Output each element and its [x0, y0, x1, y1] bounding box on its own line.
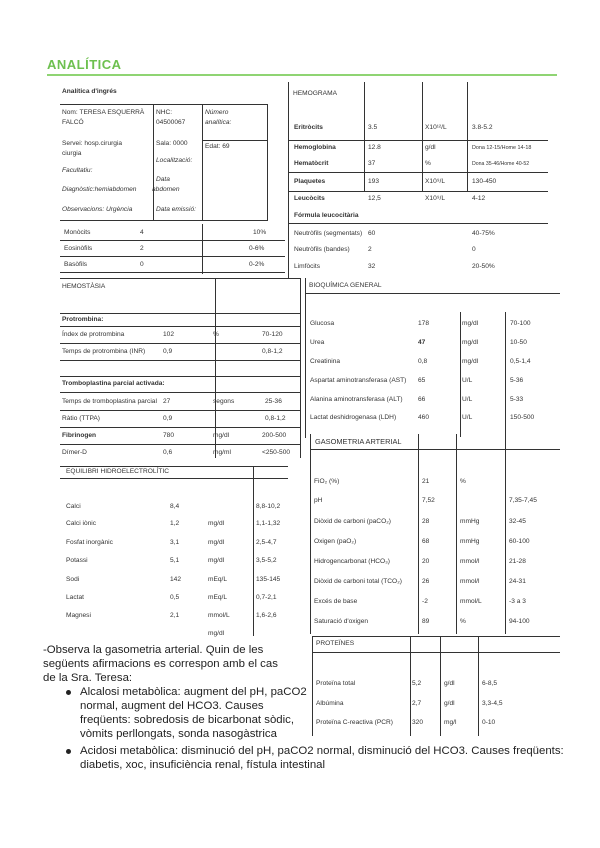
prot-row-ref: 6-8,5	[482, 680, 498, 687]
bioq-row-unit: U/L	[462, 377, 473, 384]
hemo-row-name: Eritròcits	[294, 124, 323, 131]
patient-numero-2: analítica:	[205, 119, 232, 126]
hemostasia-row-unit: segons	[213, 398, 235, 405]
pre-row-divider	[202, 224, 203, 274]
hemostasia-row-ref: 0,8-1,2	[265, 415, 286, 422]
hemograma-col-1	[364, 82, 365, 192]
hemostasia-line	[60, 410, 300, 411]
gaso-row-name: FiO₂ (%)	[314, 478, 340, 485]
hemostasia-row-ref: <250-500	[262, 449, 291, 456]
proteines-line	[312, 652, 560, 653]
hemostasia-row-value: 102	[163, 331, 175, 338]
bioq-row-unit: U/L	[462, 414, 473, 421]
gaso-row-name: Diòxid de carboni (paCO₂)	[314, 518, 391, 525]
gaso-row-unit: mmol/l	[460, 578, 480, 585]
hemo-row-unit: g/dl	[425, 144, 436, 151]
bioquimica-col	[505, 312, 506, 437]
iono-row-value: 2,1	[170, 612, 180, 619]
gaso-row-value: 20	[422, 558, 430, 565]
pre-row-name: Eosinòfils	[64, 245, 93, 252]
iono-row-ref: 3,5-5,2	[256, 557, 277, 564]
gaso-row-unit: %	[460, 478, 466, 485]
patient-box-divider-2	[202, 104, 203, 220]
bioq-row-name: Glucosa	[310, 320, 335, 327]
hemograma-line	[288, 172, 548, 173]
bioq-row-value: 0,8	[418, 358, 428, 365]
hemo-row-value: 3.5	[368, 124, 378, 131]
bioq-row-unit: mg/dl	[462, 358, 479, 365]
hemostasia-line	[60, 392, 300, 393]
prot-row-value: 320	[412, 719, 424, 726]
prot-row-ref: 0-10	[482, 719, 496, 726]
iono-row-value: 5,1	[170, 557, 180, 564]
iono-row-value: 1,2	[170, 520, 180, 527]
gaso-row-ref: 60-100	[509, 538, 530, 545]
bioquimica-col	[460, 312, 461, 437]
hemostasia-line	[60, 360, 300, 361]
gaso-row-ref: 24-31	[509, 578, 526, 585]
proteines-col	[478, 636, 479, 736]
gaso-row-value: 21	[422, 478, 430, 485]
bioq-row-name: Aspartat aminotransferasa (AST)	[310, 377, 407, 384]
prot-row-unit: g/dl	[444, 700, 455, 707]
gaso-row-name: Oxigen (paO₂)	[314, 538, 357, 545]
gaso-row-value: 28	[422, 518, 430, 525]
option-acidosi: Acidosi metabòlica: disminució del pH, paCO2 normal, disminució del HCO3. Causes freqüents: diabetis, xoc, insuficiència renal, fístula intestinal	[80, 745, 564, 771]
hemo-row-ref: Dona 12-15/Home 14-18	[472, 145, 532, 151]
patient-edat: Edat: 69	[205, 143, 230, 150]
title-underline	[47, 74, 557, 76]
formula-line	[288, 223, 548, 224]
gaso-row-value: 68	[422, 538, 430, 545]
ionograma-divider	[253, 466, 254, 636]
bioq-row-ref: 5-36	[510, 377, 524, 384]
iono-row-ref: 1,1-1,32	[256, 520, 281, 527]
hemo-row-ref: 4-12	[472, 195, 486, 202]
iono-row-ref: 135-145	[256, 576, 281, 583]
iono-row-ref: 0,7-2,1	[256, 594, 277, 601]
bioq-row-name: Urea	[310, 339, 325, 346]
pre-row-line-3	[60, 272, 285, 273]
patient-diagnostic-2: abdomen	[152, 186, 180, 193]
patient-name-2: FALCÓ	[62, 119, 84, 126]
patient-box-right	[267, 104, 268, 220]
patient-localitzacio: Localització:	[156, 157, 193, 164]
patient-box-title: Analítica d'ingrés	[62, 88, 117, 95]
hemo-row-name: Hematòcrit	[294, 160, 329, 167]
hemostasia-line	[60, 427, 300, 428]
hemo-row-unit: X10¹²/L	[425, 124, 447, 131]
pre-row-ref: 0-2%	[249, 261, 265, 268]
patient-box-divider-1	[153, 104, 154, 220]
iono-row-name: Calci iònic	[66, 520, 97, 527]
patient-servei: Servei: hosp.cirurgia	[62, 140, 123, 147]
iono-row-value: 142	[170, 576, 182, 583]
hemostasia-row-name: Índex de protrombina	[62, 331, 125, 338]
iono-row-name: Lactat	[66, 594, 84, 601]
question-text: -Observa la gasometria arterial. Quin de les següents afirmacions es correspon amb el cas de la Sra. Teresa:	[43, 644, 278, 684]
iono-row-ref: 1,6-2,6	[256, 612, 277, 619]
iono-row-name: Sodi	[66, 576, 80, 583]
pre-row-name: Basòfils	[64, 261, 88, 268]
iono-row-ref: 8,8-10,2	[256, 503, 281, 510]
pre-row-value: 4	[140, 229, 144, 236]
bioq-row-value: 65	[418, 377, 426, 384]
patient-sala: Sala: 0000	[156, 140, 188, 147]
gasometria-left	[310, 434, 311, 634]
pre-row-line-2	[60, 256, 285, 257]
hemostasia-row-unit: mg/ml	[213, 449, 231, 456]
proteines-col	[410, 636, 411, 736]
iono-row-unit: mEq/L	[208, 594, 228, 601]
gasometria-col	[456, 434, 457, 634]
iono-row-name: Magnesi	[66, 612, 91, 619]
patient-data-emissio: Data emissió:	[156, 206, 196, 213]
patient-box-bottom	[60, 220, 268, 221]
gaso-row-ref: 32-45	[509, 518, 526, 525]
patient-box-line	[202, 140, 268, 141]
formula-row-ref: 40-75%	[472, 230, 495, 237]
iono-row-name: Fosfat inorgànic	[66, 539, 113, 546]
hemostasia-row-ref: 70-120	[262, 331, 283, 338]
bioq-row-value: 66	[418, 396, 426, 403]
hemograma-line	[288, 191, 548, 192]
bioq-row-value: 460	[418, 414, 430, 421]
bioq-row-name: Creatinina	[310, 358, 341, 365]
formula-row-value: 32	[368, 263, 376, 270]
gaso-row-unit: %	[460, 618, 466, 625]
hemostasia-divider	[215, 278, 216, 458]
bioq-row-value: 178	[418, 320, 430, 327]
prot-row-unit: g/dl	[444, 680, 455, 687]
hemostasia-row-name: Ràtio (TTPA)	[62, 415, 100, 422]
gaso-row-name: Hidrogencarbonat (HCO₃)	[314, 558, 390, 565]
gaso-row-name: Saturació d'oxigen	[314, 618, 369, 625]
hemograma-col-3	[467, 82, 468, 192]
gaso-row-value: 26	[422, 578, 430, 585]
iono-row-unit: mmol/L	[208, 612, 230, 619]
gasometria-col	[418, 434, 419, 634]
bioq-row-ref: 150-500	[510, 414, 535, 421]
gaso-row-ref: -3 a 3	[509, 598, 526, 605]
pre-row-value: 2	[140, 245, 144, 252]
gasometria-col	[505, 434, 506, 634]
hemo-row-unit: X10⁹/L	[425, 178, 446, 185]
prot-row-value: 2,7	[412, 700, 422, 707]
gaso-row-ref: 7,35-7,45	[509, 497, 537, 504]
gaso-row-ref: 94-100	[509, 618, 530, 625]
iono-row-name: Calci	[66, 503, 81, 510]
prot-row-unit: mg/l	[444, 719, 457, 726]
gaso-row-unit: mmHg	[460, 518, 480, 525]
pre-row-ref: 10%	[253, 229, 267, 236]
patient-name: Nom: TERESA ESQUERRÀ	[62, 109, 145, 116]
hemostasia-row-unit: mg/dl	[213, 432, 230, 439]
hemo-row-value: 12.8	[368, 144, 381, 151]
iono-row-unit: mg/dl	[208, 539, 225, 546]
bioq-row-unit: mg/dl	[462, 320, 479, 327]
bioquimica-title: BIOQUÍMICA GENERAL	[309, 282, 382, 289]
patient-data: Data	[156, 176, 170, 183]
hemostasia-row-unit: %	[213, 331, 219, 338]
gaso-row-unit: mmHg	[460, 538, 480, 545]
gaso-row-name: Excés de base	[314, 598, 358, 605]
hemo-row-ref: Dona 35-46/Home 40-52	[472, 161, 530, 167]
hemo-row-value: 193	[368, 178, 380, 185]
hemo-row-unit: X10⁹/L	[425, 195, 446, 202]
hemo-row-value: 12,5	[368, 195, 381, 202]
gasometria-line	[310, 449, 560, 450]
iono-row-ref: 2,5-4,7	[256, 539, 277, 546]
hemostasia-title: HEMOSTÀSIA	[62, 283, 106, 290]
gaso-row-value: 89	[422, 618, 430, 625]
hemostasia-line	[60, 376, 300, 377]
hemostasia-line	[60, 343, 300, 344]
bioq-row-name: Alanina aminotransferasa (ALT)	[310, 396, 403, 403]
formula-row-name: Limfòcits	[294, 263, 321, 270]
patient-nhc-value: 04500067	[156, 119, 186, 126]
bioq-row-unit: U/L	[462, 396, 473, 403]
gaso-row-name: Diòxid de carboni total (TCO₂)	[314, 578, 402, 585]
hemostasia-row-value: 0,9	[163, 415, 173, 422]
gaso-row-ref: 21-28	[509, 558, 526, 565]
gaso-row-unit: mmol/L	[460, 598, 482, 605]
bioquimica-line	[305, 293, 560, 294]
gaso-row-unit: mmol/l	[460, 558, 480, 565]
gaso-row-value: 7,52	[422, 497, 435, 504]
prot-row-value: 5,2	[412, 680, 422, 687]
hemostasia-row-value: 0,6	[163, 449, 173, 456]
hemostasia-row-ref: 200-500	[262, 432, 287, 439]
hemostasia-row-name: Dímer-D	[62, 449, 87, 456]
bioq-row-ref: 0,5-1,4	[510, 358, 531, 365]
formula-row-value: 60	[368, 230, 376, 237]
protrombina-label: Protrombina:	[62, 316, 104, 323]
prot-row-name: Proteïna total	[316, 680, 356, 687]
gasometria-title: GASOMETRIA ARTERIAL	[315, 437, 402, 446]
formula-row-name: Neutròfils (bandes)	[294, 246, 350, 253]
formula-row-value: 2	[368, 246, 372, 253]
patient-diagnostic: Diagnòstic:hemiabdomen	[62, 186, 137, 193]
hemostasia-row-ref: 25-36	[265, 398, 282, 405]
hemostasia-line	[60, 326, 300, 327]
hemo-row-name: Plaquetes	[294, 178, 326, 185]
hemostasia-row-value: 27	[163, 398, 171, 405]
hemo-row-value: 37	[368, 160, 376, 167]
patient-box-top	[60, 104, 268, 105]
hemostasia-row-value: 780	[163, 432, 175, 439]
bullet-icon	[66, 690, 71, 695]
patient-nhc: NHC:	[156, 109, 173, 116]
patient-facultatiu: Facultatiu:	[62, 167, 93, 174]
pre-row-ref: 0-6%	[249, 245, 265, 252]
gaso-row-value: -2	[422, 598, 428, 605]
hemostasia-line	[60, 313, 300, 314]
iono-row-unit: mEq/L	[208, 576, 228, 583]
iono-row-unit: mg/dl	[208, 520, 225, 527]
iono-row-name: Potassi	[66, 557, 88, 564]
hemostasia-row-name: Temps de tromboplastina parcial	[62, 398, 157, 405]
bioq-row-ref: 70-100	[510, 320, 531, 327]
bioq-row-name: Lactat deshidrogenasa (LDH)	[310, 414, 397, 421]
patient-observacions: Observacions: Urgència	[62, 206, 133, 213]
tromboplastina-label: Tromboplastina parcial activada:	[62, 380, 165, 387]
proteines-col	[440, 636, 441, 736]
hemo-row-name: Leucòcits	[294, 195, 325, 202]
gaso-row-name: pH	[314, 497, 323, 504]
proteines-left	[312, 636, 313, 736]
pre-row-value: 0	[140, 261, 144, 268]
formula-row-name: Neutròfils (segmentats)	[294, 230, 363, 237]
patient-numero: Número	[205, 109, 229, 116]
pre-row-line-1	[60, 240, 285, 241]
patient-servei-2: ciurgia	[62, 150, 82, 157]
bioq-row-ref: 5-33	[510, 396, 524, 403]
formula-row-ref: 20-50%	[472, 263, 495, 270]
hemostasia-row-ref: 0,8-1,2	[262, 348, 283, 355]
hemostasia-row-name: Temps de protrombina (INR)	[62, 348, 146, 355]
iono-extra-unit: mg/dl	[208, 630, 225, 637]
proteines-title: PROTEÏNES	[316, 640, 355, 647]
iono-row-value: 0,5	[170, 594, 180, 601]
bioq-row-unit: mg/dl	[462, 339, 479, 346]
pre-row-name: Monòcits	[64, 229, 91, 236]
ionograma-title: EQUILIBRI HIDROELECTROLÍTIC	[66, 468, 169, 475]
prot-row-name: Proteïna C-reactiva (PCR)	[316, 719, 393, 726]
hemo-row-ref: 3.8-5.2	[472, 124, 493, 131]
hemostasia-right	[300, 278, 301, 458]
iono-row-value: 8,4	[170, 503, 180, 510]
hemostasia-row-value: 0,9	[163, 348, 173, 355]
option-alcalosi: Alcalosi metabòlica: augment del pH, paCO2 normal, augment del HCO3. Causes freqüents: sobredosis de bicarbonat sòdic, vòmits perllongats, sonda nasogàstrica	[80, 686, 307, 740]
hemostasia-line	[60, 444, 300, 445]
iono-row-value: 3,1	[170, 539, 180, 546]
formula-title: Fórmula leucocitària	[294, 212, 359, 219]
page-title: ANALÍTICA	[47, 57, 122, 72]
hemograma-title: HEMOGRAMA	[293, 90, 337, 97]
bioq-row-value: 47	[418, 339, 426, 346]
proteines-top	[312, 636, 560, 637]
formula-row-ref: 0	[472, 246, 476, 253]
hemostasia-row-name: Fibrinogen	[62, 432, 97, 439]
hemo-row-unit: %	[425, 160, 431, 167]
iono-row-unit: mg/dl	[208, 557, 225, 564]
hemograma-line	[288, 140, 548, 141]
bullet-icon	[66, 749, 71, 754]
hemo-row-name: Hemoglobina	[294, 144, 336, 151]
hemo-row-ref: 130-450	[472, 178, 497, 185]
prot-row-ref: 3,3-4,5	[482, 700, 503, 707]
hemograma-col-2	[422, 82, 423, 192]
bioquimica-left	[305, 278, 306, 438]
hemograma-left-border	[288, 82, 289, 278]
hemostasia-top	[60, 278, 300, 279]
prot-row-name: Albúmina	[316, 700, 344, 707]
bioq-row-ref: 10-50	[510, 339, 527, 346]
